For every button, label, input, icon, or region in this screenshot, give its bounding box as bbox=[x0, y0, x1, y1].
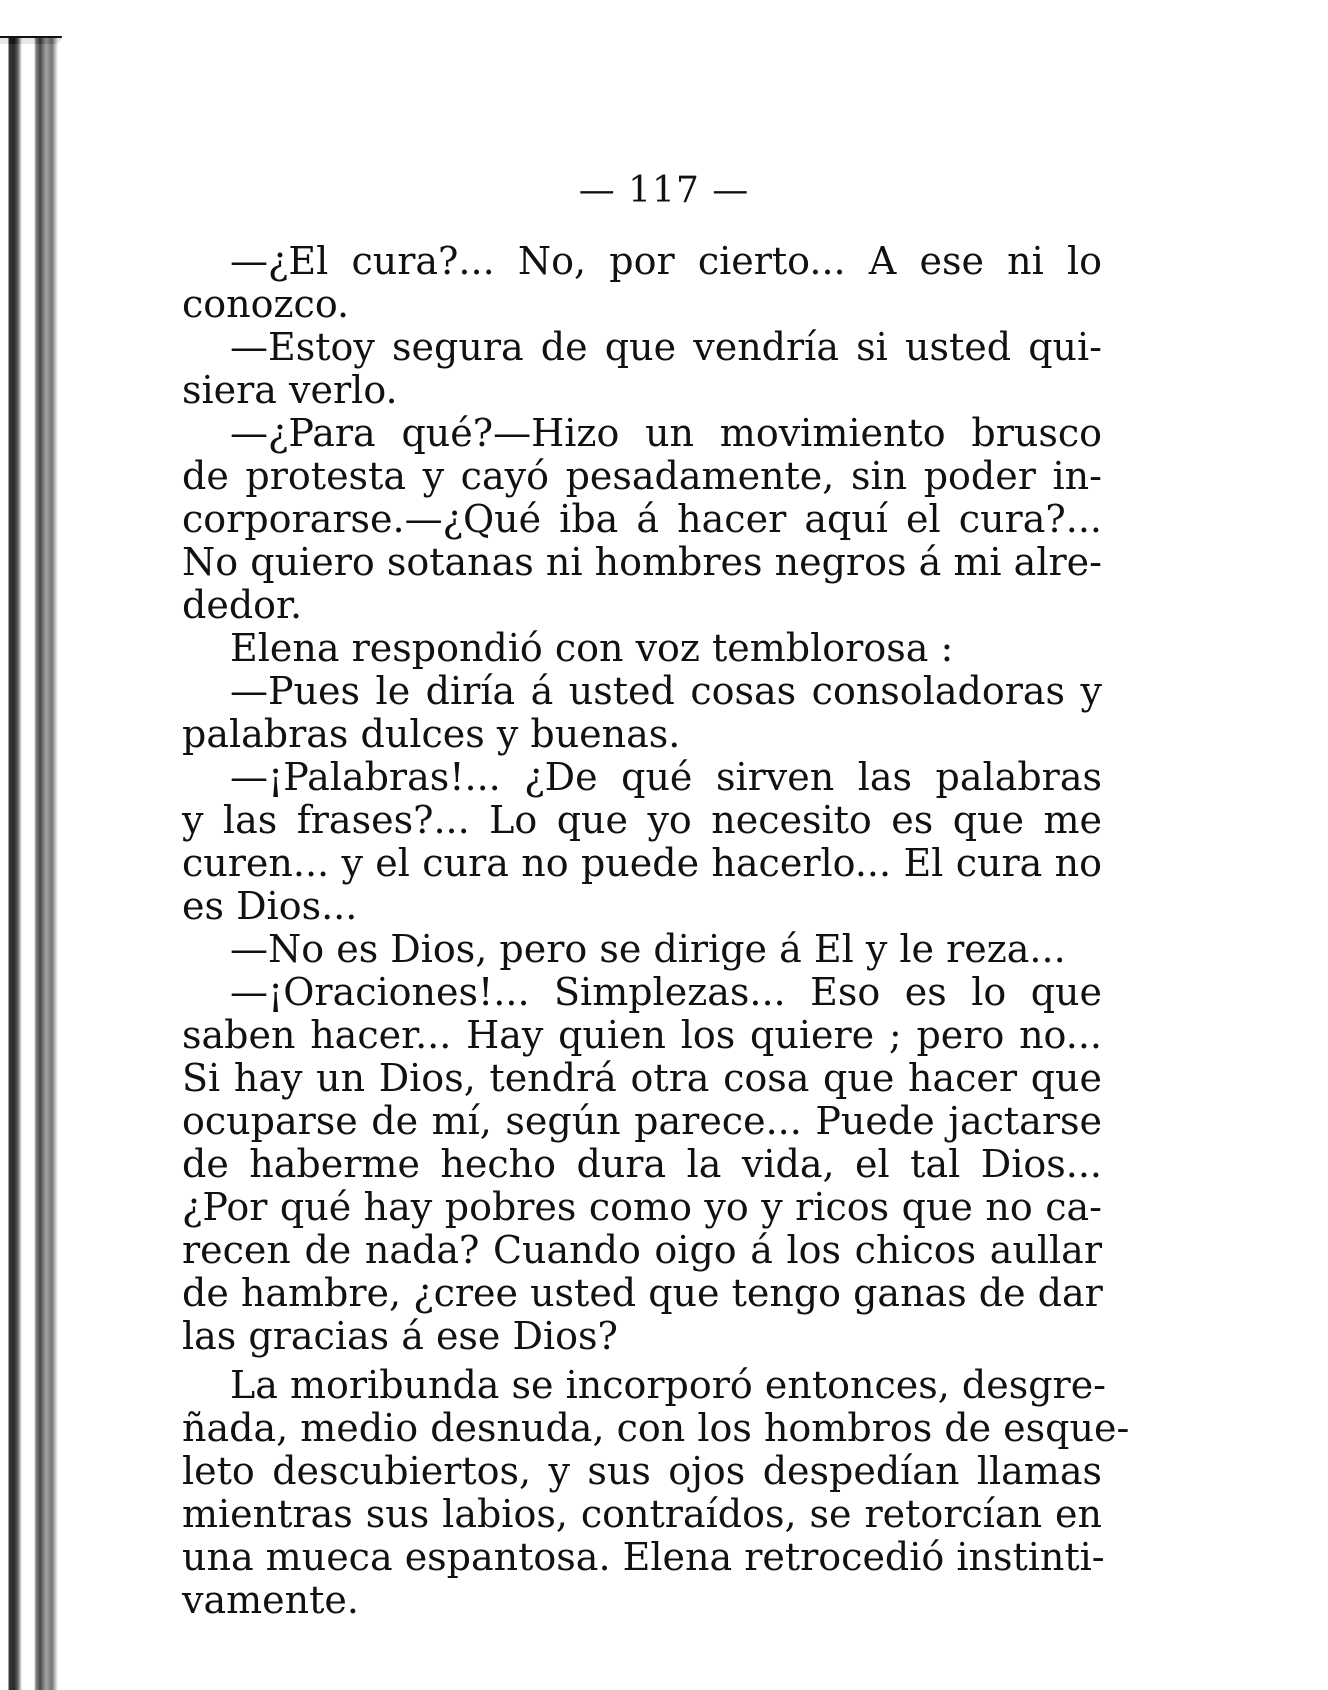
page-number: — 117 — bbox=[578, 170, 750, 211]
text-line: dedor. bbox=[182, 583, 303, 627]
text-line: saben hacer... Hay quien los quiere ; pero no... bbox=[182, 1013, 1102, 1057]
text-line: leto descubiertos, y sus ojos despedían llamas bbox=[182, 1449, 1102, 1493]
paragraph-3 bbox=[182, 412, 1102, 627]
text-line: —Estoy segura de que vendría si usted qui- bbox=[230, 325, 1102, 369]
text-line: —¿El cura?... No, por cierto... A ese ni lo bbox=[230, 239, 1102, 283]
text-line: de haberme hecho dura la vida, el tal Dios... bbox=[182, 1142, 1102, 1186]
text-line: vamente. bbox=[182, 1578, 359, 1622]
text-line: conozco. bbox=[182, 282, 350, 326]
text-line: ocuparse de mí, según parece... Puede jactarse bbox=[182, 1099, 1102, 1143]
text-line: palabras dulces y buenas. bbox=[182, 712, 681, 756]
paragraph-9 bbox=[182, 1363, 1130, 1622]
text-line: —¡Oraciones!... Simplezas... Eso es lo que bbox=[230, 970, 1102, 1014]
paragraph-7 bbox=[182, 928, 1102, 971]
paragraph-6 bbox=[182, 756, 1102, 928]
text-line: es Dios... bbox=[182, 884, 358, 928]
text-line: de hambre, ¿cree usted que tengo ganas de dar bbox=[182, 1271, 1103, 1315]
text-line: —No es Dios, pero se dirige á El y le reza... bbox=[230, 927, 1066, 971]
text-line: —¿Para qué?—Hizo un movimiento brusco bbox=[230, 411, 1102, 455]
text-line: La moribunda se incorporó entonces, desgre- bbox=[230, 1363, 1107, 1407]
text-line: Si hay un Dios, tendrá otra cosa que hacer que bbox=[182, 1056, 1102, 1100]
paragraph-1 bbox=[182, 240, 1102, 326]
paragraph-4 bbox=[182, 627, 1102, 670]
text-line: —Pues le diría á usted cosas consoladoras y bbox=[230, 669, 1102, 713]
text-line: una mueca espantosa. Elena retrocedió instinti- bbox=[182, 1535, 1105, 1579]
paragraph-8 bbox=[182, 971, 1102, 1358]
text-line: corporarse.—¿Qué iba á hacer aquí el cura?... bbox=[182, 497, 1102, 541]
text-line: siera verlo. bbox=[182, 368, 398, 412]
text-line: No quiero sotanas ni hombres negros á mi alre- bbox=[182, 540, 1102, 584]
text-line: mientras sus labios, contraídos, se retorcían en bbox=[182, 1492, 1102, 1536]
text-line: recen de nada? Cuando oigo á los chicos aullar bbox=[182, 1228, 1102, 1272]
text-line: ¿Por qué hay pobres como yo y ricos que no ca- bbox=[182, 1185, 1102, 1229]
paragraph-2 bbox=[182, 326, 1102, 412]
text-line: de protesta y cayó pesadamente, sin poder in- bbox=[182, 454, 1102, 498]
binding-edge bbox=[0, 38, 80, 1690]
paragraph-5 bbox=[182, 670, 1102, 756]
text-line: Elena respondió con voz temblorosa : bbox=[230, 626, 954, 670]
text-line: ñada, medio desnuda, con los hombros de esque- bbox=[182, 1406, 1130, 1450]
text-line: y las frases?... Lo que yo necesito es que me bbox=[182, 798, 1102, 842]
body-text bbox=[182, 239, 1130, 1622]
text-line: las gracias á ese Dios? bbox=[182, 1314, 618, 1358]
text-line: curen... y el cura no puede hacerlo... El cura no bbox=[182, 841, 1102, 885]
text-line: —¡Palabras!... ¿De qué sirven las palabras bbox=[230, 755, 1102, 799]
